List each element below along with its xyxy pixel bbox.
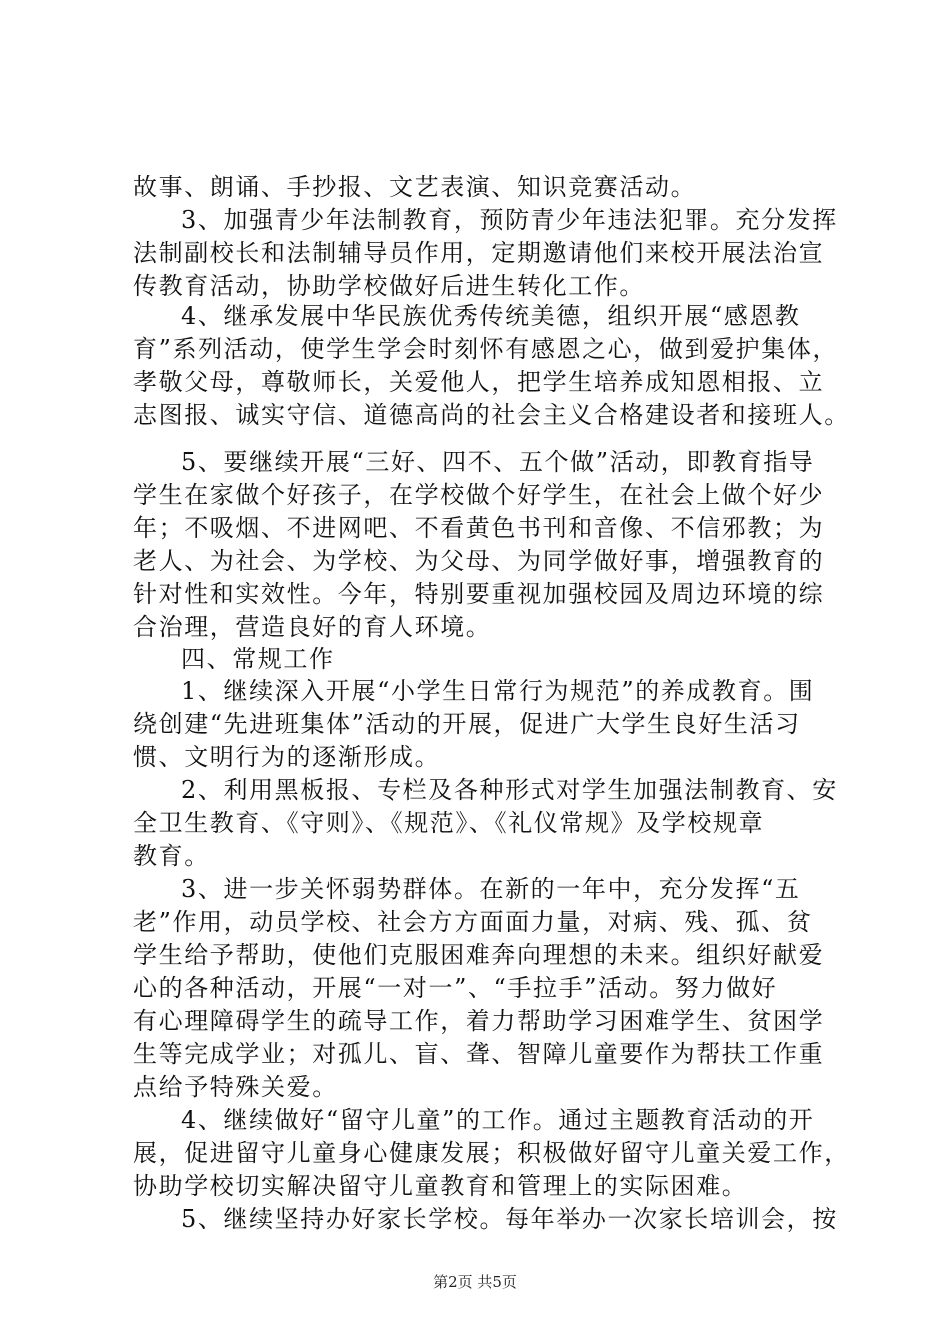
- text-line: 学生给予帮助，使他们克服困难奔向理想的未来。组织好献爱: [133, 941, 825, 969]
- text-line: 惯、文明行为的逐渐形成。: [133, 743, 441, 771]
- text-line: 有心理障碍学生的疏导工作，着力帮助学习困难学生、贫困学: [133, 1007, 825, 1035]
- text-line: 合治理，营造良好的育人环境。: [133, 613, 492, 641]
- text-line: 5、继续坚持办好家长学校。每年举办一次家长培训会，按: [181, 1205, 838, 1233]
- text-line: 生等完成学业；对孤儿、盲、聋、智障儿童要作为帮扶工作重: [133, 1040, 825, 1068]
- text-line: 教育。: [133, 842, 210, 870]
- text-line: 针对性和实效性。今年，特别要重视加强校园及周边环境的综: [133, 580, 825, 608]
- text-line: 4、继续做好“留守儿童”的工作。通过主题教育活动的开: [181, 1106, 815, 1134]
- text-line: 故事、朗诵、手抄报、文艺表演、知识竞赛活动。: [133, 173, 697, 201]
- text-line: 育”系列活动，使学生学会时刻怀有感恩之心，做到爱护集体，: [133, 335, 839, 363]
- text-line: 展，促进留守儿童身心健康发展；积极做好留守儿童关爱工作，: [133, 1139, 850, 1167]
- text-line: 年；不吸烟、不进网吧、不看黄色书刊和音像、不信邪教；为: [133, 514, 825, 542]
- text-line: 志图报、诚实守信、道德高尚的社会主义合格建设者和接班人。: [133, 401, 850, 429]
- text-line: 老”作用，动员学校、社会方方面面力量，对病、残、孤、贫: [133, 908, 813, 936]
- text-line: 传教育活动，协助学校做好后进生转化工作。: [133, 272, 645, 300]
- text-line: 点给予特殊关爱。: [133, 1073, 338, 1101]
- text-line: 协助学校切实解决留守儿童教育和管理上的实际困难。: [133, 1172, 748, 1200]
- text-line: 4、继承发展中华民族优秀传统美德，组织开展“感恩教: [181, 302, 801, 330]
- text-line: 老人、为社会、为学校、为父母、为同学做好事，增强教育的: [133, 547, 825, 575]
- text-line: 全卫生教育、《守则》、《规范》、《礼仪常规》及学校规章: [133, 809, 765, 837]
- text-line: 3、加强青少年法制教育，预防青少年违法犯罪。充分发挥: [181, 206, 838, 234]
- text-line: 5、要继续开展“三好、四不、五个做”活动，即教育指导: [181, 448, 815, 476]
- page-number-footer: 第2页 共5页: [433, 1273, 517, 1291]
- text-line: 3、进一步关怀弱势群体。在新的一年中，充分发挥“五: [181, 875, 801, 903]
- text-line: 学生在家做个好孩子，在学校做个好学生，在社会上做个好少: [133, 481, 825, 509]
- text-line: 1、继续深入开展“小学生日常行为规范”的养成教育。围: [181, 677, 815, 705]
- text-line: 2、利用黑板报、专栏及各种形式对学生加强法制教育、安: [181, 776, 838, 804]
- text-line: 绕创建“先进班集体”活动的开展，促进广大学生良好生活习: [133, 710, 801, 738]
- text-line: 孝敬父母，尊敬师长，关爱他人，把学生培养成知恩相报、立: [133, 368, 825, 396]
- text-line: 法制副校长和法制辅导员作用，定期邀请他们来校开展法治宣: [133, 239, 825, 267]
- section-heading: 四、常规工作: [181, 645, 335, 673]
- text-line: 心的各种活动，开展“一对一”、“手拉手”活动。努力做好: [133, 974, 778, 1002]
